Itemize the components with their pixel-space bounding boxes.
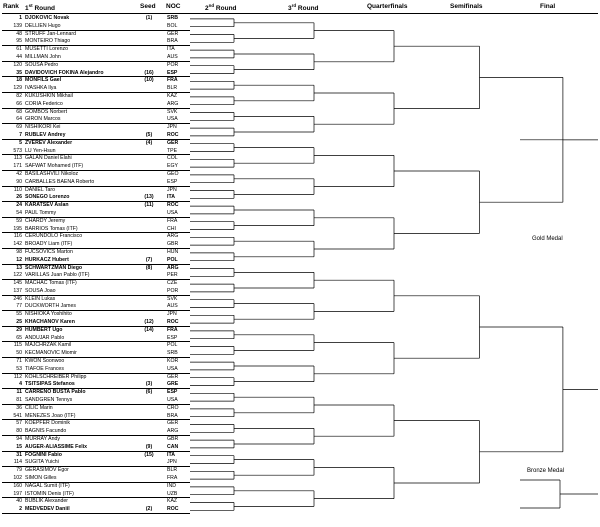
player-rank: 90 — [16, 178, 22, 185]
player-rank: 197 — [13, 490, 22, 497]
player-name: LU Yen-Hsun — [25, 147, 56, 154]
player-name: GERASIMOV Egor — [25, 467, 69, 474]
semifinals-header: Semifinals — [450, 3, 483, 10]
player-rank: 145 — [13, 280, 22, 287]
player-name: KOEPFER Dominik — [25, 420, 70, 427]
player-noc: GRE — [167, 381, 179, 388]
player-noc: ROC — [167, 319, 179, 326]
player-seed: (12) — [144, 319, 154, 326]
player-rank: 79 — [16, 467, 22, 474]
player-name: MONTEIRO Thiago — [25, 38, 71, 45]
player-name: SOUSA Pedro — [25, 61, 59, 68]
player-rank: 69 — [16, 124, 22, 131]
player-rank: 95 — [16, 38, 22, 45]
player-noc: JPN — [167, 124, 177, 131]
player-noc: CZE — [167, 280, 178, 287]
player-rank: 13 — [16, 264, 22, 271]
player-rank: 24 — [16, 202, 22, 209]
player-seed: (11) — [144, 202, 154, 209]
player-name: ANDUJAR Pablo — [25, 334, 65, 341]
bronze-medal-label: Bronze Medal — [527, 468, 565, 474]
player-name: BUBLIK Alexander — [25, 498, 68, 505]
player-noc: POR — [167, 287, 179, 294]
player-seed: (8) — [145, 264, 153, 271]
player-name: SONEGO Lorenzo — [25, 194, 70, 201]
player-noc: GER — [167, 420, 179, 427]
player-name: IVASHKA Ilya — [25, 85, 57, 92]
player-noc: JPN — [167, 186, 177, 193]
player-name: DJOKOVIC Novak — [25, 15, 70, 21]
player-rank: 171 — [13, 163, 22, 170]
player-rank: 26 — [16, 194, 22, 201]
player-rank: 81 — [16, 397, 22, 404]
player-rank: 57 — [16, 420, 22, 427]
player-rank: 5 — [19, 139, 22, 146]
player-noc: POL — [167, 342, 178, 349]
player-rank: 36 — [16, 404, 22, 411]
player-name: DELLIEN Hugo — [25, 22, 61, 29]
player-name: GALAN Daniel Elahi — [25, 155, 72, 162]
player-noc: SRB — [167, 15, 178, 21]
player-seed: (6) — [145, 389, 153, 396]
player-rank: 61 — [16, 46, 22, 53]
player-name: ISTOMIN Denis (ITF) — [25, 490, 74, 497]
player-noc: SVK — [167, 295, 178, 302]
player-rank: 160 — [13, 482, 22, 489]
player-rank: 7 — [19, 131, 22, 138]
player-seed: (5) — [145, 131, 153, 138]
player-noc: ROC — [167, 131, 179, 138]
player-name: FUCSOVICS Marton — [25, 248, 73, 255]
player-noc: ARG — [167, 100, 179, 107]
player-name: CARBALLES BAENA Roberto — [25, 178, 95, 185]
player-noc: SRB — [167, 350, 178, 357]
player-noc: ARG — [167, 264, 179, 271]
player-seed: (13) — [144, 194, 154, 201]
player-seed: (14) — [144, 326, 154, 333]
player-name: DAVIDOVICH FOKINA Alejandro — [25, 69, 104, 76]
player-noc: BLR — [167, 467, 178, 474]
player-noc: TPE — [167, 147, 178, 154]
player-name: KWON Soonwoo — [25, 358, 65, 365]
player-rank: 4 — [19, 381, 22, 388]
player-name: KUKUSHKIN Mikhail — [25, 92, 73, 99]
player-name: GOMBOS Norbert — [25, 108, 68, 115]
player-name: MEDVEDEV Daniil — [25, 506, 70, 513]
player-name: MENEZES Joao (ITF) — [25, 412, 76, 419]
player-seed: (2) — [145, 506, 153, 513]
player-name: HUMBERT Ugo — [25, 326, 63, 333]
player-name: VARILLAS Juan Pablo (ITF) — [25, 272, 90, 279]
player-name: SIMON Gilles — [25, 475, 57, 482]
player-noc: AUS — [167, 53, 178, 60]
player-rank: 66 — [16, 100, 22, 107]
player-rank: 195 — [13, 225, 22, 232]
player-name: KLEIN Lukas — [25, 295, 56, 302]
player-noc: USA — [167, 116, 178, 123]
player-rank: 102 — [13, 475, 22, 482]
player-name: KHACHANOV Karen — [25, 319, 75, 326]
player-noc: CAN — [167, 443, 179, 450]
player-rank: 50 — [16, 350, 22, 357]
player-rank: 2 — [19, 506, 22, 513]
player-noc: HUN — [167, 248, 179, 255]
player-noc: BRA — [167, 38, 178, 45]
seed-header: Seed — [140, 3, 156, 10]
player-seed: (15) — [144, 451, 154, 458]
player-noc: FRA — [167, 326, 178, 333]
player-rank: 113 — [13, 155, 22, 162]
player-rank: 25 — [16, 319, 22, 326]
player-rank: 18 — [16, 77, 22, 84]
player-name: HURKACZ Hubert — [25, 256, 69, 263]
player-rank: 112 — [13, 373, 22, 380]
player-noc: BRA — [167, 412, 178, 419]
player-name: SANDGREN Tennys — [25, 397, 73, 404]
player-seed: (16) — [144, 69, 154, 76]
player-rank: 35 — [16, 69, 22, 76]
player-noc: KAZ — [167, 92, 178, 99]
player-rank: 94 — [16, 436, 22, 443]
player-rank: 31 — [16, 451, 22, 458]
player-name: DANIEL Taro — [25, 186, 55, 193]
player-rank: 77 — [16, 303, 22, 310]
player-noc: ITA — [167, 194, 175, 201]
player-seed: (7) — [145, 256, 153, 263]
player-noc: POR — [167, 61, 179, 68]
player-name: BASILASHVILI Nikoloz — [25, 170, 79, 177]
second-round-header: 2nd Round — [205, 3, 237, 13]
player-name: KOHLSCHREIBER Philipp — [25, 373, 87, 380]
player-rank: 42 — [16, 170, 22, 177]
quarterfinals-header: Quarterfinals — [367, 3, 408, 10]
player-noc: ROC — [167, 202, 179, 209]
player-rank: 1 — [19, 15, 22, 21]
player-noc: ESP — [167, 178, 178, 185]
player-rank: 59 — [16, 217, 22, 224]
player-noc: USA — [167, 397, 178, 404]
player-rank: 115 — [13, 342, 22, 349]
player-noc: ARG — [167, 233, 179, 240]
player-name: BAGNIS Facundo — [25, 428, 67, 435]
player-noc: GER — [167, 373, 179, 380]
noc-header: NOC — [166, 3, 181, 10]
player-seed: (4) — [145, 139, 153, 146]
rank-header: Rank — [3, 3, 19, 10]
player-rank: 246 — [13, 295, 22, 302]
player-noc: CHI — [167, 225, 176, 232]
player-name: SCHWARTZMAN Diego — [25, 264, 83, 271]
player-noc: GEO — [167, 170, 179, 177]
player-rank: 55 — [16, 311, 22, 318]
player-noc: UZB — [167, 490, 178, 497]
player-name: NAGAL Sumit (ITF) — [25, 482, 70, 489]
player-name: MILLMAN John — [25, 53, 61, 60]
player-noc: ITA — [167, 451, 175, 458]
player-name: CILIC Marin — [25, 404, 53, 411]
player-noc: ARG — [167, 428, 179, 435]
player-rank: 65 — [16, 334, 22, 341]
player-rank: 68 — [16, 108, 22, 115]
player-rank: 11 — [16, 389, 22, 396]
player-name: SAFWAT Mohamed (ITF) — [25, 163, 84, 170]
player-noc: FRA — [167, 475, 178, 482]
player-name: SUGITA Yuichi — [25, 459, 59, 466]
player-rank: 48 — [16, 30, 22, 37]
player-seed: (9) — [145, 443, 153, 450]
player-rank: 114 — [13, 459, 22, 466]
player-name: DUCKWORTH James — [25, 303, 76, 310]
player-rank: 116 — [13, 233, 22, 240]
player-seed: (10) — [144, 77, 154, 84]
player-noc: EGY — [167, 163, 178, 170]
player-rank: 142 — [13, 241, 22, 248]
player-rank: 110 — [13, 186, 22, 193]
player-name: NISHIOKA Yoshihito — [25, 311, 72, 318]
player-noc: KAZ — [167, 498, 178, 505]
player-name: FOGNINI Fabio — [25, 451, 62, 458]
player-rank: 573 — [13, 147, 22, 154]
player-name: CHARDY Jeremy — [25, 217, 66, 224]
player-noc: ROC — [167, 506, 179, 513]
player-name: BROADY Liam (ITF) — [25, 241, 73, 248]
player-name: TSITSIPAS Stefanos — [25, 381, 75, 388]
player-noc: JPN — [167, 311, 177, 318]
player-rank: 54 — [16, 209, 22, 216]
player-noc: POL — [167, 256, 178, 263]
player-noc: ITA — [167, 46, 175, 53]
player-noc: GBR — [167, 436, 179, 443]
player-rank: 541 — [13, 412, 22, 419]
player-noc: BLR — [167, 85, 178, 92]
player-name: CORIA Federico — [25, 100, 63, 107]
player-rank: 40 — [16, 498, 22, 505]
player-name: ZVEREV Alexander — [25, 139, 73, 146]
player-noc: GBR — [167, 241, 179, 248]
player-name: PAUL Tommy — [25, 209, 57, 216]
player-rank: 82 — [16, 92, 22, 99]
player-name: MAJCHRZAK Kamil — [25, 342, 72, 349]
player-noc: FRA — [167, 77, 178, 84]
player-noc: AUS — [167, 303, 178, 310]
player-rank: 122 — [13, 272, 22, 279]
player-noc: CRO — [167, 404, 179, 411]
player-seed: (1) — [145, 15, 153, 21]
player-name: KECMANOVIC Miomir — [25, 350, 77, 357]
player-name: MACHAC Tomas (ITF) — [25, 280, 77, 287]
player-rank: 44 — [16, 53, 22, 60]
player-name: SOUSA Joao — [25, 287, 56, 294]
player-noc: GER — [167, 30, 179, 37]
player-name: MURRAY Andy — [25, 436, 60, 443]
player-noc: ESP — [167, 389, 178, 396]
player-rank: 71 — [16, 358, 22, 365]
player-rank: 137 — [13, 287, 22, 294]
player-name: STRUFF Jan-Lennard — [25, 30, 77, 37]
player-name: GIRON Marcos — [25, 116, 61, 123]
player-name: BARRIOS Tomas (ITF) — [25, 225, 78, 232]
player-name: CARRENO BUSTA Pablo — [25, 389, 86, 396]
player-rank: 129 — [13, 85, 22, 92]
player-noc: FRA — [167, 217, 178, 224]
player-rank: 139 — [13, 22, 22, 29]
player-name: NISHIKORI Kei — [25, 124, 61, 131]
player-rank: 98 — [16, 248, 22, 255]
player-name: TIAFOE Frances — [25, 365, 64, 372]
first-round-header: 1st Round — [25, 3, 56, 13]
player-noc: USA — [167, 209, 178, 216]
player-name: KARATSEV Aslan — [25, 202, 69, 209]
player-noc: USA — [167, 365, 178, 372]
player-name: MUSETTI Lorenzo — [25, 46, 68, 53]
player-noc: BOL — [167, 22, 178, 29]
player-name: RUBLEV Andrey — [25, 131, 66, 138]
player-noc: COL — [167, 155, 178, 162]
player-name: MONFILS Gael — [25, 77, 62, 84]
player-rank: 64 — [16, 116, 22, 123]
player-noc: KOR — [167, 358, 179, 365]
player-noc: PER — [167, 272, 178, 279]
player-rank: 53 — [16, 365, 22, 372]
player-noc: JPN — [167, 459, 177, 466]
player-rank: 15 — [16, 443, 22, 450]
player-rank: 12 — [16, 256, 22, 263]
player-noc: IND — [167, 482, 176, 489]
player-name: AUGER-ALIASSIME Felix — [25, 443, 87, 450]
gold-medal-label: Gold Medal — [532, 236, 563, 242]
player-rank: 29 — [16, 326, 22, 333]
player-noc: GER — [167, 139, 179, 146]
player-noc: ESP — [167, 334, 178, 341]
player-noc: ESP — [167, 69, 178, 76]
player-rank: 120 — [13, 61, 22, 68]
player-name: CERUNDOLO Francisco — [25, 233, 83, 240]
player-seed: (3) — [145, 381, 153, 388]
player-rank: 80 — [16, 428, 22, 435]
player-noc: SVK — [167, 108, 178, 115]
final-header: Final — [540, 3, 556, 10]
third-round-header: 3rd Round — [288, 3, 319, 13]
